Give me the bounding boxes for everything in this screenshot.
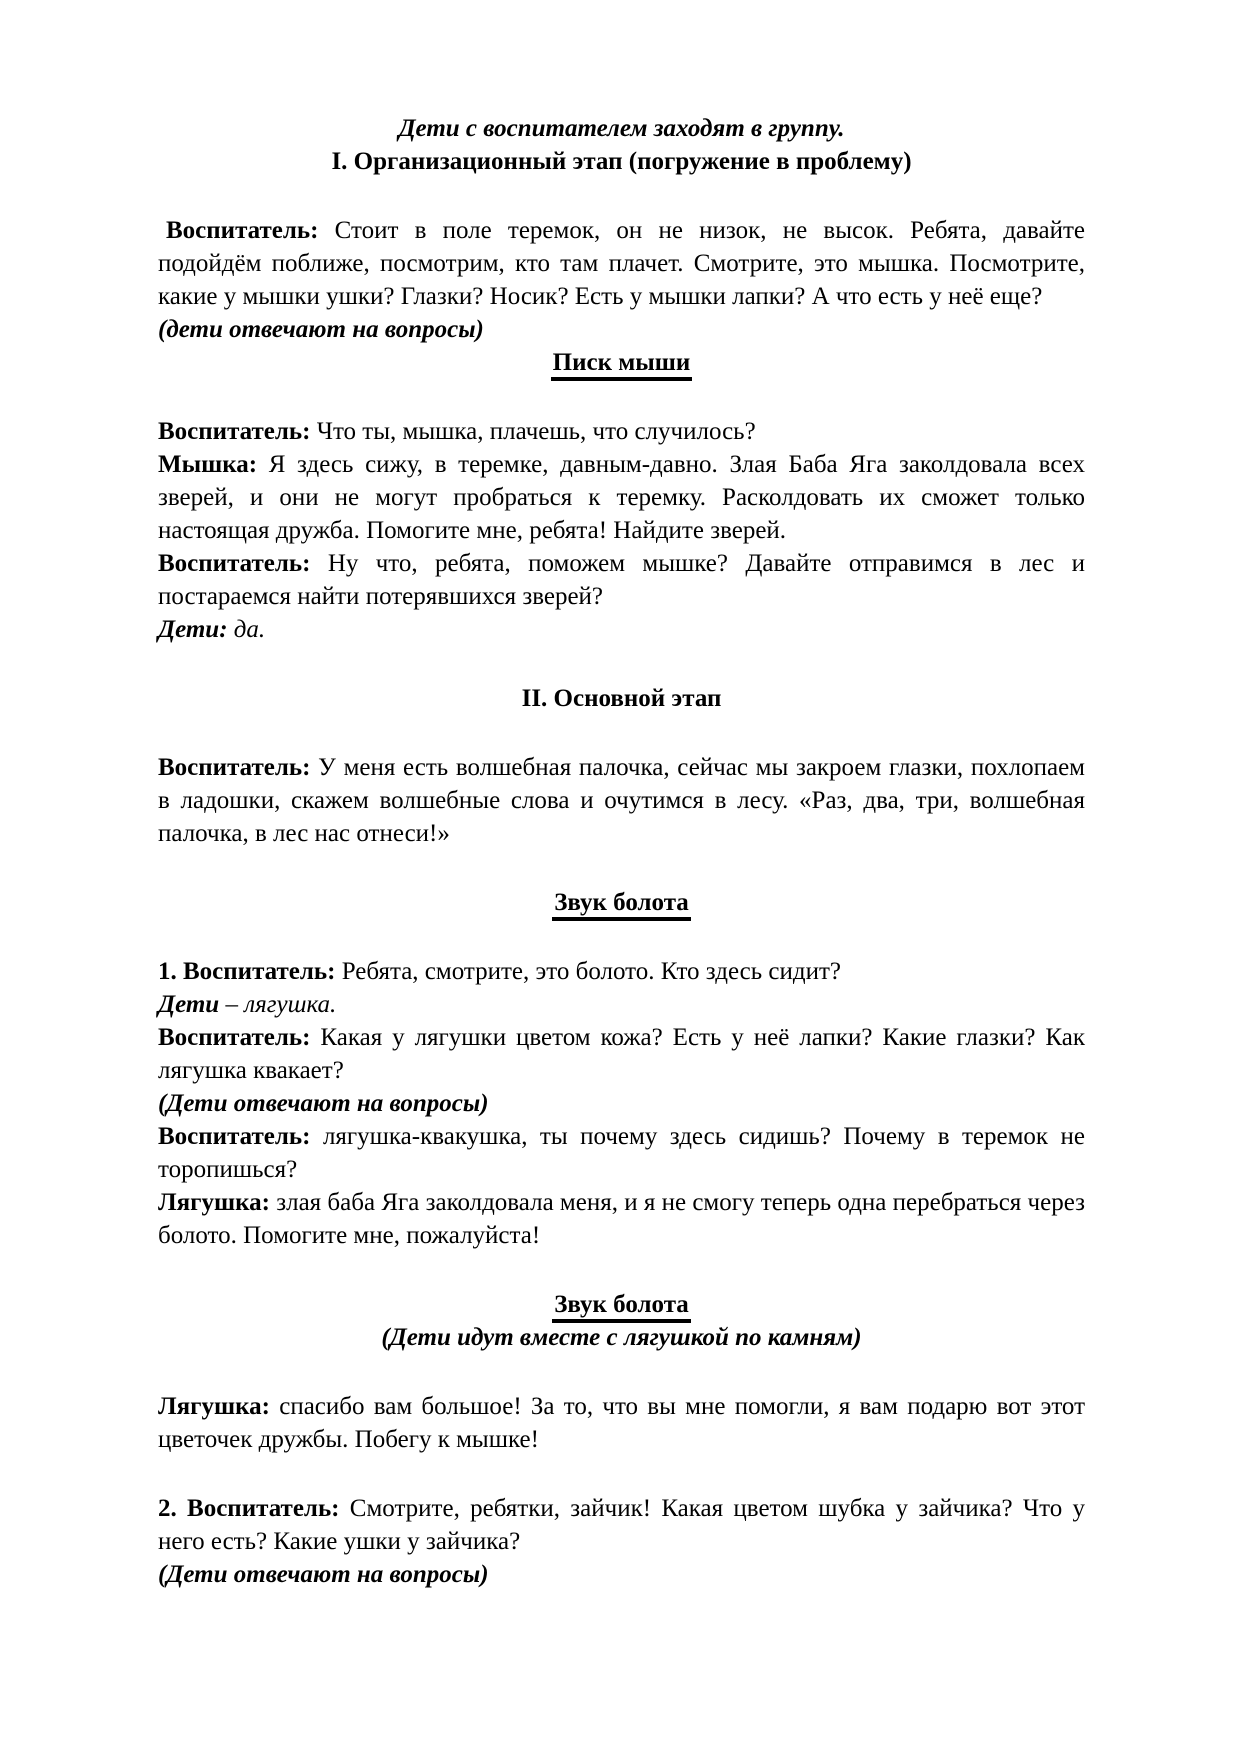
- speaker-label: Воспитатель:: [166, 217, 319, 244]
- speaker-label: Лягушка:: [158, 1393, 270, 1420]
- teacher-line-mouse-question: [158, 415, 1085, 448]
- speaker-label: Дети:: [158, 616, 228, 643]
- speaker-label: Дети: [158, 991, 220, 1018]
- teacher-line-help-mouse: [158, 547, 1085, 613]
- dialogue-text: спасибо вам большое! За то, что вы мне помогли, я вам подарю вот этот цветочек дружбы. Побегу к мышке!: [158, 1393, 1086, 1453]
- dialogue-text: Я здесь сижу, в теремке, давным-давно. Злая Баба Яга заколдовала всех зверей, и они не могут пробраться к теремку. Расколдовать их сможет только настоящая дружба. Помогите мне, ребята! Найдите зверей.: [158, 451, 1086, 544]
- dialogue-text: да.: [233, 616, 266, 643]
- speaker-label: Воспитатель:: [158, 1024, 311, 1051]
- speaker-label: Лягушка:: [158, 1189, 270, 1216]
- dialogue-text: Какая у лягушки цветом кожа? Есть у неё лапки? Какие глазки? Как лягушка квакает?: [158, 1024, 1086, 1084]
- mouse-line: [158, 448, 1085, 547]
- children-answer-note-2: (Дети отвечают на вопросы): [158, 1090, 489, 1117]
- teacher-line-frog-questions: [158, 1021, 1085, 1087]
- swamp-sound-cue-2: [158, 1288, 1085, 1321]
- speaker-label: Воспитатель:: [158, 754, 311, 781]
- speaker-label: Мышка:: [158, 451, 258, 478]
- dialogue-text: Ну что, ребята, поможем мышке? Давайте отправимся в лес и постараемся найти потерявшихся зверей?: [158, 550, 1085, 610]
- dialogue-text: злая баба Яга заколдовала меня, и я не смогу теперь одна перебраться через болото. Помогите мне, пожалуйста!: [158, 1189, 1086, 1249]
- frog-line-help: [158, 1186, 1085, 1252]
- teacher-line-bunny: [158, 1492, 1085, 1558]
- sound-cue-label: Звук болота: [552, 889, 691, 921]
- children-frog-line: [158, 988, 1085, 1021]
- dialogue-text: Смотрите, ребятки, зайчик! Какая цветом шубка у зайчика? Что у него есть? Какие ушки у зайчика?: [158, 1495, 1085, 1555]
- frog-line-thanks: [158, 1390, 1085, 1456]
- teacher-line-intro: [158, 214, 1085, 313]
- stage2-heading: II. Основной этап: [521, 685, 722, 712]
- speaker-label: 2. Воспитатель:: [158, 1495, 340, 1522]
- dialogue-text: Стоит в поле теремок, он не низок, не высок. Ребята, давайте подойдём поближе, посмотрим, кто там плачет. Смотрите, это мышка. Посмотрите, какие у мышки ушки? Глазки? Носик? Есть у мышки лапки? А что есть у неё еще?: [158, 217, 1086, 310]
- dialogue-text: У меня есть волшебная палочка, сейчас мы закроем глазки, похлопаем в ладошки, скажем волшебные слова и очутимся в лесу. «Раз, два, три, волшебная палочка, в лес нас отнеси!»: [158, 754, 1085, 847]
- swamp-sound-cue-1: [158, 886, 1085, 919]
- children-answer-note-1: (дети отвечают на вопросы): [158, 316, 484, 343]
- dialogue-text: Что ты, мышка, плачешь, что случилось?: [316, 418, 756, 445]
- sound-cue-label: Звук болота: [552, 1291, 691, 1323]
- children-yes-line: [158, 613, 1085, 646]
- teacher-line-frog-why: [158, 1120, 1085, 1186]
- teacher-line-swamp: [158, 955, 1085, 988]
- speaker-label: Воспитатель:: [158, 418, 311, 445]
- dialogue-text: – лягушка.: [225, 991, 337, 1018]
- mouse-squeak-sound-cue: [158, 346, 1085, 379]
- dialogue-text: лягушка-квакушка, ты почему здесь сидишь? Почему в теремок не торопишься?: [158, 1123, 1086, 1183]
- dialogue-text: Ребята, смотрите, это болото. Кто здесь сидит?: [341, 958, 842, 985]
- sound-cue-label: Писк мыши: [551, 349, 693, 381]
- speaker-label: Воспитатель:: [158, 1123, 311, 1150]
- teacher-line-magic-wand: [158, 751, 1085, 850]
- walking-stones-stage-direction: (Дети идут вместе с лягушкой по камням): [381, 1324, 862, 1351]
- opening-stage-direction: Дети с воспитателем заходят в группу.: [398, 115, 845, 142]
- stage1-heading: I. Организационный этап (погружение в проблему): [331, 148, 912, 175]
- children-answer-note-3: (Дети отвечают на вопросы): [158, 1561, 489, 1588]
- speaker-label: Воспитатель:: [158, 550, 311, 577]
- speaker-label: 1. Воспитатель:: [158, 958, 336, 985]
